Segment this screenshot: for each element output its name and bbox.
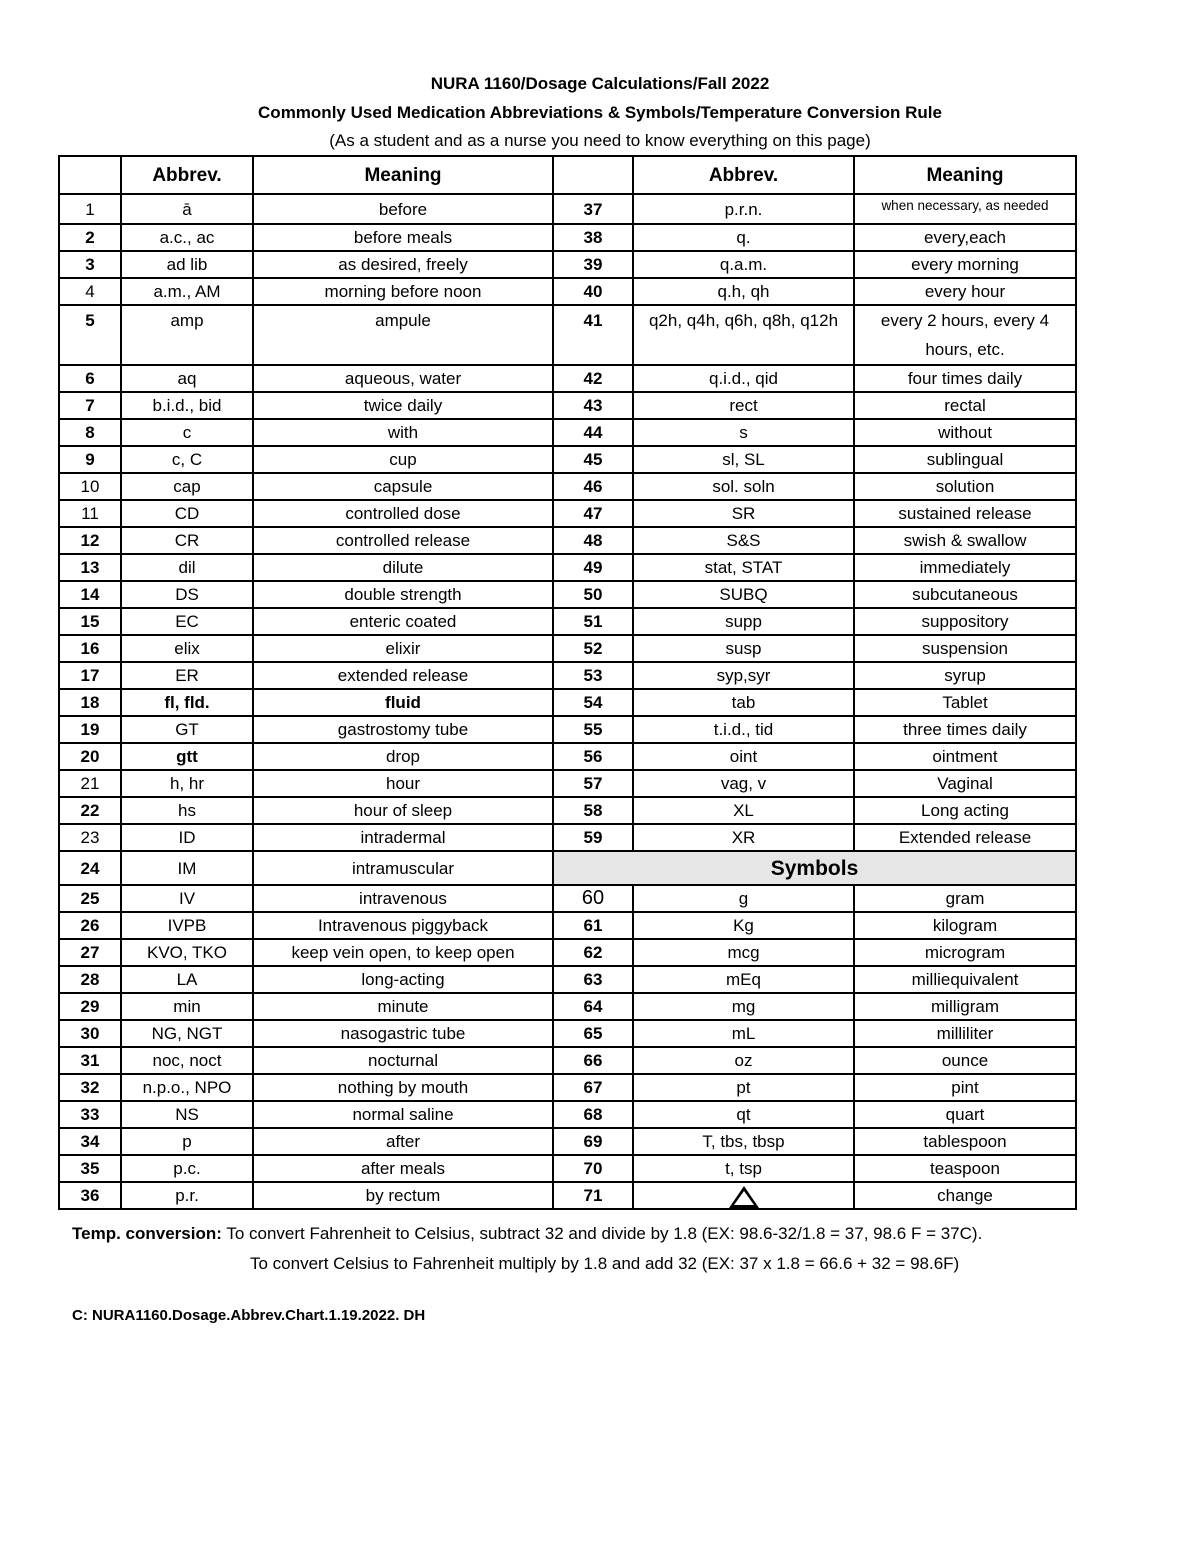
row-number: 17 [59, 662, 121, 689]
table-row [59, 939, 1076, 966]
row-number: 57 [553, 770, 633, 797]
abbreviation: KVO, TKO [121, 939, 253, 966]
meaning: hour [253, 770, 553, 797]
abbreviation: tab [633, 689, 854, 716]
abbreviation: cap [121, 473, 253, 500]
abbreviation: ER [121, 662, 253, 689]
row-number: 28 [59, 966, 121, 993]
meaning: aqueous, water [253, 365, 553, 392]
temp-conversion-label: Temp. conversion: [72, 1224, 222, 1243]
page-title: NURA 1160/Dosage Calculations/Fall 2022 [430, 74, 770, 93]
temp-conversion-line-1 [72, 1224, 982, 1244]
table-row [59, 473, 1076, 500]
page-subtitle: Commonly Used Medication Abbreviations & Symbols/Temperature Conversion Rule [258, 103, 942, 122]
abbreviation: susp [633, 635, 854, 662]
table-row [59, 608, 1076, 635]
row-number: 42 [553, 365, 633, 392]
row-number: 13 [59, 554, 121, 581]
abbreviation: t.i.d., tid [633, 716, 854, 743]
meaning: sustained release [854, 500, 1076, 527]
meaning: every morning [854, 251, 1076, 278]
abbreviation: NS [121, 1101, 253, 1128]
meaning: tablespoon [854, 1128, 1076, 1155]
row-number: 71 [553, 1182, 633, 1209]
meaning: dilute [253, 554, 553, 581]
abbreviation: q.a.m. [633, 251, 854, 278]
row-number: 39 [553, 251, 633, 278]
abbreviation: g [633, 885, 854, 912]
abbreviation: oint [633, 743, 854, 770]
row-number: 32 [59, 1074, 121, 1101]
abbreviation: sl, SL [633, 446, 854, 473]
meaning: controlled release [253, 527, 553, 554]
abbreviation: n.p.o., NPO [121, 1074, 253, 1101]
symbols-heading: Symbols [553, 851, 1076, 885]
row-number: 34 [59, 1128, 121, 1155]
meaning: Vaginal [854, 770, 1076, 797]
abbreviation-table [58, 155, 1077, 1210]
table-row [59, 1074, 1076, 1101]
abbreviation: vag, v [633, 770, 854, 797]
abbreviation: syp,syr [633, 662, 854, 689]
meaning: nocturnal [253, 1047, 553, 1074]
abbreviation: LA [121, 966, 253, 993]
abbreviation: ad lib [121, 251, 253, 278]
row-number: 2 [59, 224, 121, 251]
table-row [59, 1155, 1076, 1182]
abbreviation: mL [633, 1020, 854, 1047]
meaning: ampule [253, 305, 553, 365]
row-number: 6 [59, 365, 121, 392]
header-abbrev-right: Abbrev. [633, 156, 854, 194]
table-row [59, 770, 1076, 797]
meaning: keep vein open, to keep open [253, 939, 553, 966]
row-number: 4 [59, 278, 121, 305]
abbreviation: s [633, 419, 854, 446]
abbreviation: c, C [121, 446, 253, 473]
table-row [59, 278, 1076, 305]
row-number: 65 [553, 1020, 633, 1047]
meaning: normal saline [253, 1101, 553, 1128]
row-number: 49 [553, 554, 633, 581]
abbreviation: dil [121, 554, 253, 581]
meaning: long-acting [253, 966, 553, 993]
row-number: 3 [59, 251, 121, 278]
abbreviation: q. [633, 224, 854, 251]
abbreviation-symbol [633, 1182, 854, 1209]
meaning: minute [253, 993, 553, 1020]
abbreviation: a.m., AM [121, 278, 253, 305]
meaning: syrup [854, 662, 1076, 689]
abbreviation: c [121, 419, 253, 446]
row-number: 64 [553, 993, 633, 1020]
meaning: suspension [854, 635, 1076, 662]
meaning: subcutaneous [854, 581, 1076, 608]
meaning: Extended release [854, 824, 1076, 851]
abbreviation: pt [633, 1074, 854, 1101]
meaning: fluid [253, 689, 553, 716]
meaning: swish & swallow [854, 527, 1076, 554]
row-number: 58 [553, 797, 633, 824]
meaning: kilogram [854, 912, 1076, 939]
row-number: 24 [59, 851, 121, 885]
row-number: 54 [553, 689, 633, 716]
row-number: 66 [553, 1047, 633, 1074]
abbreviation: fl, fld. [121, 689, 253, 716]
meaning: every,each [854, 224, 1076, 251]
meaning: hour of sleep [253, 797, 553, 824]
meaning: as desired, freely [253, 251, 553, 278]
table-row [59, 1101, 1076, 1128]
row-number: 29 [59, 993, 121, 1020]
row-number: 18 [59, 689, 121, 716]
abbreviation: ID [121, 824, 253, 851]
meaning: teaspoon [854, 1155, 1076, 1182]
meaning: after meals [253, 1155, 553, 1182]
abbreviation: a.c., ac [121, 224, 253, 251]
row-number: 67 [553, 1074, 633, 1101]
table-row [59, 365, 1076, 392]
meaning: twice daily [253, 392, 553, 419]
row-number: 52 [553, 635, 633, 662]
row-number: 53 [553, 662, 633, 689]
row-number: 70 [553, 1155, 633, 1182]
table-row [59, 224, 1076, 251]
table-row [59, 662, 1076, 689]
abbreviation: T, tbs, tbsp [633, 1128, 854, 1155]
row-number: 48 [553, 527, 633, 554]
meaning: cup [253, 446, 553, 473]
table-row [59, 194, 1076, 224]
abbreviation: min [121, 993, 253, 1020]
table-row [59, 912, 1076, 939]
abbreviation: amp [121, 305, 253, 365]
meaning: drop [253, 743, 553, 770]
header-abbrev-left: Abbrev. [121, 156, 253, 194]
row-number: 51 [553, 608, 633, 635]
abbreviation: rect [633, 392, 854, 419]
meaning: Long acting [854, 797, 1076, 824]
table-row [59, 797, 1076, 824]
row-number: 37 [553, 194, 633, 224]
meaning: gastrostomy tube [253, 716, 553, 743]
row-number: 45 [553, 446, 633, 473]
meaning: when necessary, as needed [854, 194, 1076, 224]
meaning: solution [854, 473, 1076, 500]
header-number-left [59, 156, 121, 194]
abbreviation: CD [121, 500, 253, 527]
row-number: 44 [553, 419, 633, 446]
abbreviation: t, tsp [633, 1155, 854, 1182]
meaning: intravenous [253, 885, 553, 912]
abbreviation: hs [121, 797, 253, 824]
meaning: ounce [854, 1047, 1076, 1074]
meaning: before [253, 194, 553, 224]
table-row [59, 1047, 1076, 1074]
row-number: 12 [59, 527, 121, 554]
table-row [59, 689, 1076, 716]
meaning: without [854, 419, 1076, 446]
table-row [59, 966, 1076, 993]
row-number: 69 [553, 1128, 633, 1155]
row-number: 21 [59, 770, 121, 797]
meaning: milliequivalent [854, 966, 1076, 993]
meaning: change [854, 1182, 1076, 1209]
meaning: four times daily [854, 365, 1076, 392]
row-number: 43 [553, 392, 633, 419]
meaning: before meals [253, 224, 553, 251]
meaning: pint [854, 1074, 1076, 1101]
row-number: 7 [59, 392, 121, 419]
table-row [59, 419, 1076, 446]
meaning: extended release [253, 662, 553, 689]
row-number: 46 [553, 473, 633, 500]
header-meaning-right: Meaning [854, 156, 1076, 194]
abbreviation: ā [121, 194, 253, 224]
abbreviation: q.h, qh [633, 278, 854, 305]
meaning: intramuscular [253, 851, 553, 885]
row-number: 33 [59, 1101, 121, 1128]
abbreviation: p.c. [121, 1155, 253, 1182]
meaning: quart [854, 1101, 1076, 1128]
meaning: Tablet [854, 689, 1076, 716]
row-number: 63 [553, 966, 633, 993]
abbreviation: gtt [121, 743, 253, 770]
abbreviation: b.i.d., bid [121, 392, 253, 419]
temp-conversion-f-to-c: To convert Fahrenheit to Celsius, subtract 32 and divide by 1.8 (EX: 98.6-32/1.8 = 37, 98.6 F = 37C). [226, 1224, 983, 1243]
abbreviation: Kg [633, 912, 854, 939]
meaning: immediately [854, 554, 1076, 581]
table-row [59, 743, 1076, 770]
row-number: 59 [553, 824, 633, 851]
abbreviation: IM [121, 851, 253, 885]
header-number-right [553, 156, 633, 194]
abbreviation: aq [121, 365, 253, 392]
temp-conversion-c-to-f: To convert Celsius to Fahrenheit multiply by 1.8 and add 32 (EX: 37 x 1.8 = 66.6 + 32 = 98.6F) [250, 1254, 960, 1273]
meaning: every hour [854, 278, 1076, 305]
row-number: 47 [553, 500, 633, 527]
meaning: sublingual [854, 446, 1076, 473]
row-number: 62 [553, 939, 633, 966]
abbreviation: XL [633, 797, 854, 824]
row-number: 41 [553, 305, 633, 365]
meaning: intradermal [253, 824, 553, 851]
abbreviation: elix [121, 635, 253, 662]
table-row [59, 500, 1076, 527]
row-number: 36 [59, 1182, 121, 1209]
meaning: microgram [854, 939, 1076, 966]
abbreviation: h, hr [121, 770, 253, 797]
abbreviation: mg [633, 993, 854, 1020]
abbreviation: SUBQ [633, 581, 854, 608]
row-number: 35 [59, 1155, 121, 1182]
row-number: 1 [59, 194, 121, 224]
row-number: 31 [59, 1047, 121, 1074]
row-number: 26 [59, 912, 121, 939]
row-number: 40 [553, 278, 633, 305]
meaning: morning before noon [253, 278, 553, 305]
abbreviation: sol. soln [633, 473, 854, 500]
table-row [59, 392, 1076, 419]
page-note: (As a student and as a nurse you need to know everything on this page) [329, 131, 871, 150]
row-number: 20 [59, 743, 121, 770]
meaning: capsule [253, 473, 553, 500]
row-number: 23 [59, 824, 121, 851]
abbreviation: SR [633, 500, 854, 527]
row-number: 22 [59, 797, 121, 824]
row-number: 16 [59, 635, 121, 662]
abbreviation: noc, noct [121, 1047, 253, 1074]
row-number: 11 [59, 500, 121, 527]
delta-triangle-icon [729, 1186, 759, 1208]
row-number: 68 [553, 1101, 633, 1128]
meaning: by rectum [253, 1182, 553, 1209]
table-row [59, 554, 1076, 581]
row-number: 38 [553, 224, 633, 251]
abbreviation: NG, NGT [121, 1020, 253, 1047]
abbreviation: supp [633, 608, 854, 635]
row-number: 27 [59, 939, 121, 966]
abbreviation: qt [633, 1101, 854, 1128]
abbreviation: stat, STAT [633, 554, 854, 581]
abbreviation: GT [121, 716, 253, 743]
meaning: Intravenous piggyback [253, 912, 553, 939]
table-row [59, 1128, 1076, 1155]
header-meaning-left: Meaning [253, 156, 553, 194]
table-row [59, 824, 1076, 851]
abbreviation: p.r.n. [633, 194, 854, 224]
row-number: 10 [59, 473, 121, 500]
row-number: 8 [59, 419, 121, 446]
abbreviation: CR [121, 527, 253, 554]
table-row [59, 305, 1076, 365]
row-number: 56 [553, 743, 633, 770]
meaning: elixir [253, 635, 553, 662]
meaning: milliliter [854, 1020, 1076, 1047]
abbreviation: S&S [633, 527, 854, 554]
meaning: ointment [854, 743, 1076, 770]
abbreviation: XR [633, 824, 854, 851]
meaning: nothing by mouth [253, 1074, 553, 1101]
table-row [59, 635, 1076, 662]
table-row [59, 1020, 1076, 1047]
meaning: after [253, 1128, 553, 1155]
row-number: 14 [59, 581, 121, 608]
row-number: 55 [553, 716, 633, 743]
row-number: 25 [59, 885, 121, 912]
table-row [59, 851, 1076, 885]
row-number: 30 [59, 1020, 121, 1047]
abbreviation: p [121, 1128, 253, 1155]
table-header-row [59, 156, 1076, 194]
row-number: 61 [553, 912, 633, 939]
abbreviation: q.i.d., qid [633, 365, 854, 392]
meaning: milligram [854, 993, 1076, 1020]
meaning: nasogastric tube [253, 1020, 553, 1047]
meaning: rectal [854, 392, 1076, 419]
abbreviation: IVPB [121, 912, 253, 939]
table-row [59, 885, 1076, 912]
abbreviation: p.r. [121, 1182, 253, 1209]
row-number: 9 [59, 446, 121, 473]
abbreviation: oz [633, 1047, 854, 1074]
meaning: suppository [854, 608, 1076, 635]
abbreviation: EC [121, 608, 253, 635]
meaning: every 2 hours, every 4 hours, etc. [854, 305, 1076, 365]
table-row [59, 716, 1076, 743]
footer-reference: C: NURA1160.Dosage.Abbrev.Chart.1.19.2022. DH [72, 1307, 426, 1324]
table-row [59, 527, 1076, 554]
table-row [59, 581, 1076, 608]
table-row [59, 446, 1076, 473]
meaning: three times daily [854, 716, 1076, 743]
abbreviation: q2h, q4h, q6h, q8h, q12h [633, 305, 854, 365]
table-row [59, 993, 1076, 1020]
row-number: 50 [553, 581, 633, 608]
row-number: 15 [59, 608, 121, 635]
meaning: with [253, 419, 553, 446]
table-row [59, 251, 1076, 278]
meaning: double strength [253, 581, 553, 608]
abbreviation: mEq [633, 966, 854, 993]
meaning: controlled dose [253, 500, 553, 527]
row-number: 60 [553, 885, 633, 912]
abbreviation: IV [121, 885, 253, 912]
row-number: 5 [59, 305, 121, 365]
row-number: 19 [59, 716, 121, 743]
abbreviation: mcg [633, 939, 854, 966]
meaning: gram [854, 885, 1076, 912]
abbreviation: DS [121, 581, 253, 608]
table-row [59, 1182, 1076, 1209]
meaning: enteric coated [253, 608, 553, 635]
